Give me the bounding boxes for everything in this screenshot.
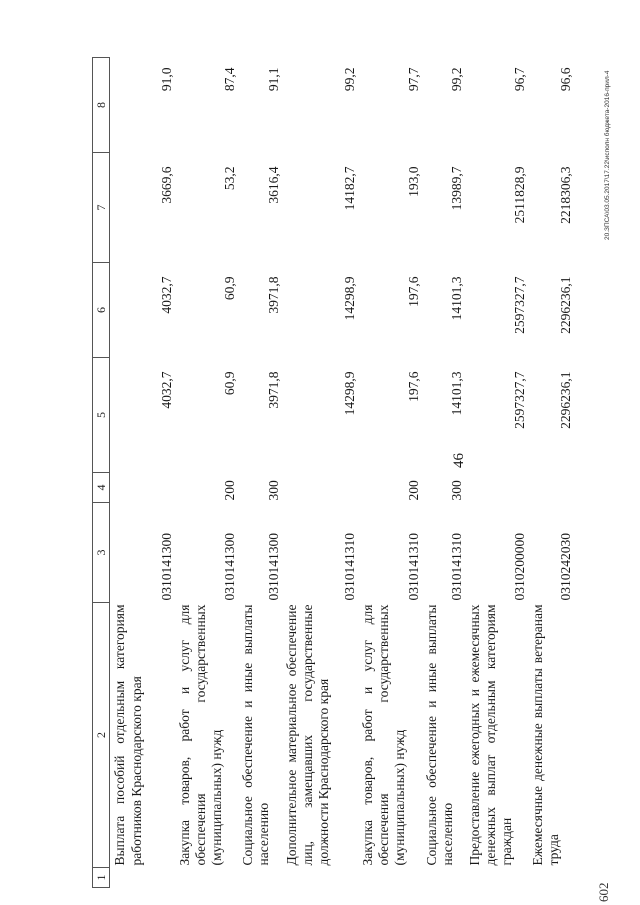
row-value-8: 91,1 (265, 67, 281, 92)
row-name: Закупка товаров, работ и услуг для обеспечения государственных (муниципальных) нужд (359, 604, 408, 866)
row-value-8: 91,0 (158, 67, 174, 92)
row-value-7: 14182,7 (341, 166, 357, 211)
row-value-6: 2296236,1 (557, 276, 573, 334)
row-value-7: 3616,4 (265, 166, 281, 204)
row-code: 0310141310 (341, 533, 357, 601)
row-name: Закупка товаров, работ и услуг для обеспечения государственных (муниципальных) нужд (176, 604, 225, 866)
report-table-rotated (92, 58, 612, 888)
row-type: 200 (405, 480, 421, 501)
row-value-7: 2511828,9 (511, 166, 527, 224)
row-name: Социальное обеспечение и иные выплаты населению (423, 604, 456, 866)
page-number: 46 (451, 453, 467, 468)
row-name: Предоставление ежегодных и ежемесячных денежных выплат отдельным категориям граждан (466, 604, 515, 866)
row-name: Социальное обеспечение и иные выплаты населению (239, 604, 272, 866)
row-value-7: 3669,6 (158, 166, 174, 204)
row-name: Дополнительное материальное обеспечение лиц, замещавших государственные должности Краснодарского края (283, 604, 332, 866)
row-value-6: 4032,7 (158, 276, 174, 314)
column-header: 6 (93, 263, 110, 358)
table-row (238, 58, 282, 888)
row-type: 300 (448, 480, 464, 501)
row-value-7: 53,2 (221, 166, 237, 191)
row-value-7: 13989,7 (448, 166, 464, 211)
row-code: 0310141300 (221, 533, 237, 601)
table-header-row (93, 58, 110, 888)
column-header: 7 (93, 153, 110, 263)
table-row (528, 58, 574, 888)
row-value-6: 2597327,7 (511, 276, 527, 334)
row-value-5: 4032,7 (158, 371, 174, 409)
column-header: 8 (93, 58, 110, 153)
row-value-8: 99,2 (341, 67, 357, 92)
row-value-7: 193,0 (405, 166, 421, 197)
row-value-8: 87,4 (221, 67, 237, 92)
row-code: 0310141310 (405, 533, 421, 601)
row-type (282, 473, 358, 503)
row-value-6: 14298,9 (341, 276, 357, 321)
row-value-8: 96,7 (511, 67, 527, 92)
row-value-5: 2597327,7 (511, 371, 527, 429)
table-row (422, 58, 465, 888)
table-row (175, 58, 238, 888)
file-path-footer: 20.ЗПСА\03.05.2017\17.22\исполн бюджета-2016-прил-4 (604, 70, 611, 240)
row-value-5: 2296236,1 (557, 371, 573, 429)
table-row (465, 58, 528, 888)
row-value-7: 2218306,3 (557, 166, 573, 224)
row-value-5: 3971,8 (265, 371, 281, 409)
column-header: 5 (93, 358, 110, 473)
row-value-6: 14101,3 (448, 276, 464, 321)
sheet-number: 602 (596, 882, 611, 902)
row-value-6: 60,9 (221, 276, 237, 301)
row-value-5: 14298,9 (341, 371, 357, 416)
table-row (358, 58, 422, 888)
row-code: 0310242030 (557, 533, 573, 601)
row-type (465, 473, 528, 503)
row-name: Выплата пособий отдельным категориям работников Краснодарского края (112, 604, 144, 866)
row-value-8: 96,6 (557, 67, 573, 92)
row-value-6: 197,6 (405, 276, 421, 307)
column-header: 3 (93, 503, 110, 603)
row-value-5: 60,9 (221, 371, 237, 396)
row-value-5: 14101,3 (448, 371, 464, 416)
column-header: 4 (93, 473, 110, 503)
row-name: Ежемесячные денежные выплаты ветеранам труда (529, 604, 562, 866)
row-value-6: 3971,8 (265, 276, 281, 314)
row-type: 200 (221, 480, 237, 501)
row-value-8: 99,2 (448, 67, 464, 92)
row-value-8: 97,7 (405, 67, 421, 92)
row-code: 0310141310 (448, 533, 464, 601)
row-type (110, 473, 175, 503)
row-code: 0310141300 (265, 533, 281, 601)
row-value-5: 197,6 (405, 371, 421, 402)
row-code: 0310141300 (158, 533, 174, 601)
row-code: 0310200000 (511, 533, 527, 601)
row-type (528, 473, 574, 503)
row-type: 300 (265, 480, 281, 501)
table-row (282, 58, 358, 888)
column-header: 2 (93, 603, 110, 868)
table-row (110, 58, 175, 888)
budget-execution-table (92, 57, 574, 888)
column-header: 1 (93, 868, 110, 888)
